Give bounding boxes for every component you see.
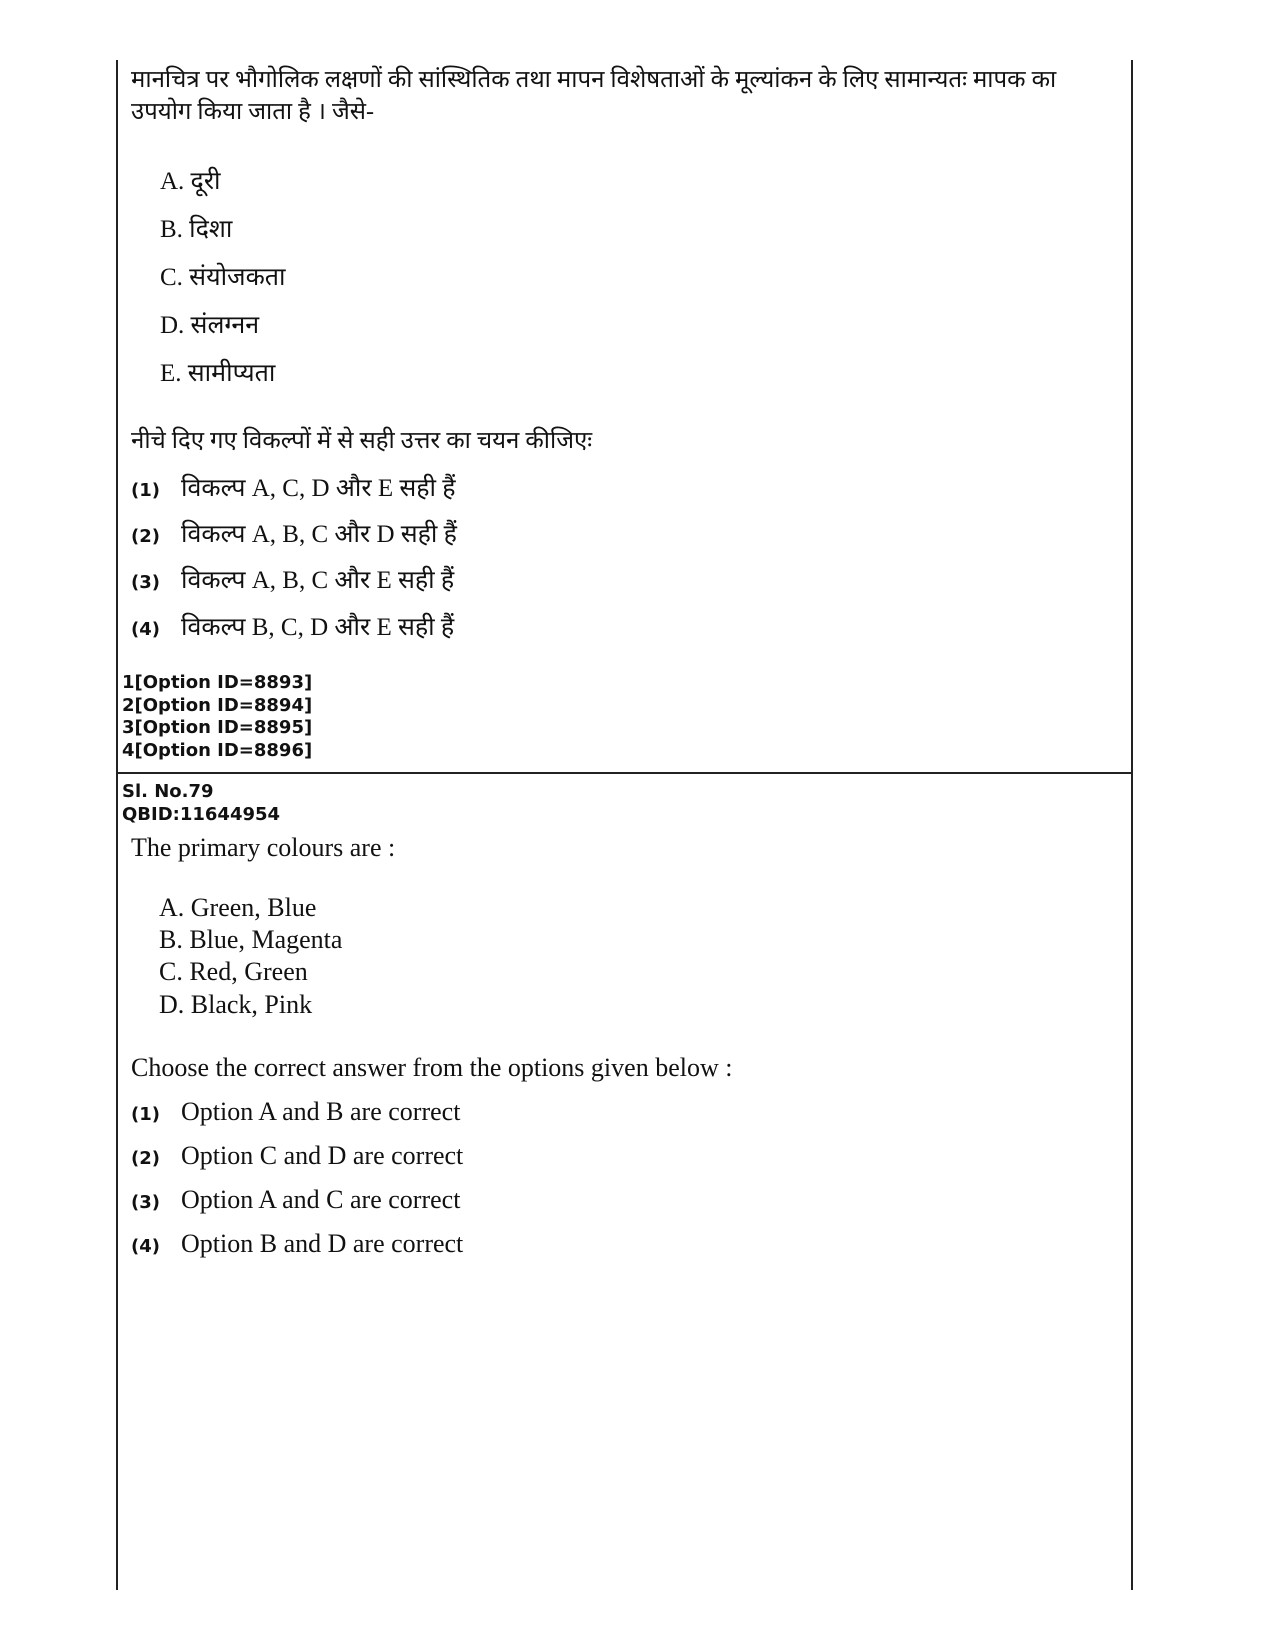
answer-option-2[interactable] (131, 516, 457, 550)
option-id: 2[Option ID=8894] (122, 694, 313, 716)
instruction: Choose the correct answer from the options given below : (131, 1053, 733, 1082)
option-number: (4) (131, 1236, 160, 1257)
option-id: 1[Option ID=8893] (122, 672, 313, 693)
option-text: विकल्प B, C, D और E सही हैं (181, 614, 455, 641)
option-number: (2) (131, 1148, 160, 1169)
qbid: QBID:11644954 (122, 804, 281, 825)
option-number: (4) (131, 619, 160, 640)
option-number: (2) (131, 526, 160, 547)
question-text: The primary colours are : (131, 833, 396, 862)
statement-item: D. संलग्नन (160, 312, 260, 339)
statement-item: A. दूरी (160, 168, 221, 195)
option-text: विकल्प A, B, C और D सही हैं (181, 521, 457, 548)
option-id: 3[Option ID=8895] (122, 717, 313, 738)
option-number: (1) (131, 1104, 160, 1125)
statement-item: B. Blue, Magenta (159, 925, 343, 954)
option-text: Option A and C are correct (181, 1185, 461, 1214)
answer-option-3[interactable] (131, 562, 454, 596)
statement-item: E. सामीप्यता (160, 360, 276, 387)
statement-item: A. Green, Blue (159, 893, 317, 922)
answer-option-1[interactable] (131, 1097, 460, 1127)
answer-option-3[interactable] (131, 1185, 460, 1215)
option-id-list (122, 672, 312, 762)
question-meta (122, 780, 280, 826)
page-border-right (1131, 60, 1133, 1590)
statement-item: C. संयोजकता (160, 264, 286, 291)
instruction-hindi: नीचे दिए गए विकल्पों में से सही उत्तर का चयन कीजिएः (131, 428, 593, 454)
option-number: (3) (131, 1192, 160, 1213)
option-text: विकल्प A, B, C और E सही हैं (181, 567, 455, 594)
answer-option-4[interactable] (131, 1229, 463, 1259)
option-text: Option A and B are correct (181, 1097, 461, 1126)
question-text-hindi: मानचित्र पर भौगोलिक लक्षणों की सांस्थितिक तथा मापन विशेषताओं के मूल्यांकन के लिए सामान्यतः मापक का उपयोग किया जाता है । जैसे- (131, 67, 1057, 125)
answer-option-2[interactable] (131, 1141, 463, 1171)
answer-option-4[interactable] (131, 609, 454, 643)
option-text: विकल्प A, C, D और E सही हैं (181, 475, 456, 502)
statement-item: B. दिशा (160, 216, 233, 243)
statement-item: C. Red, Green (159, 957, 308, 986)
answer-option-1[interactable] (131, 470, 456, 504)
option-number: (1) (131, 480, 160, 501)
question-divider (117, 772, 1132, 774)
option-text: Option B and D are correct (181, 1229, 464, 1258)
page-border-left (116, 60, 118, 1590)
option-id: 4[Option ID=8896] (122, 739, 313, 761)
serial-number: Sl. No.79 (122, 781, 214, 802)
option-number: (3) (131, 572, 160, 593)
option-text: Option C and D are correct (181, 1141, 464, 1170)
statement-item: D. Black, Pink (159, 990, 313, 1019)
